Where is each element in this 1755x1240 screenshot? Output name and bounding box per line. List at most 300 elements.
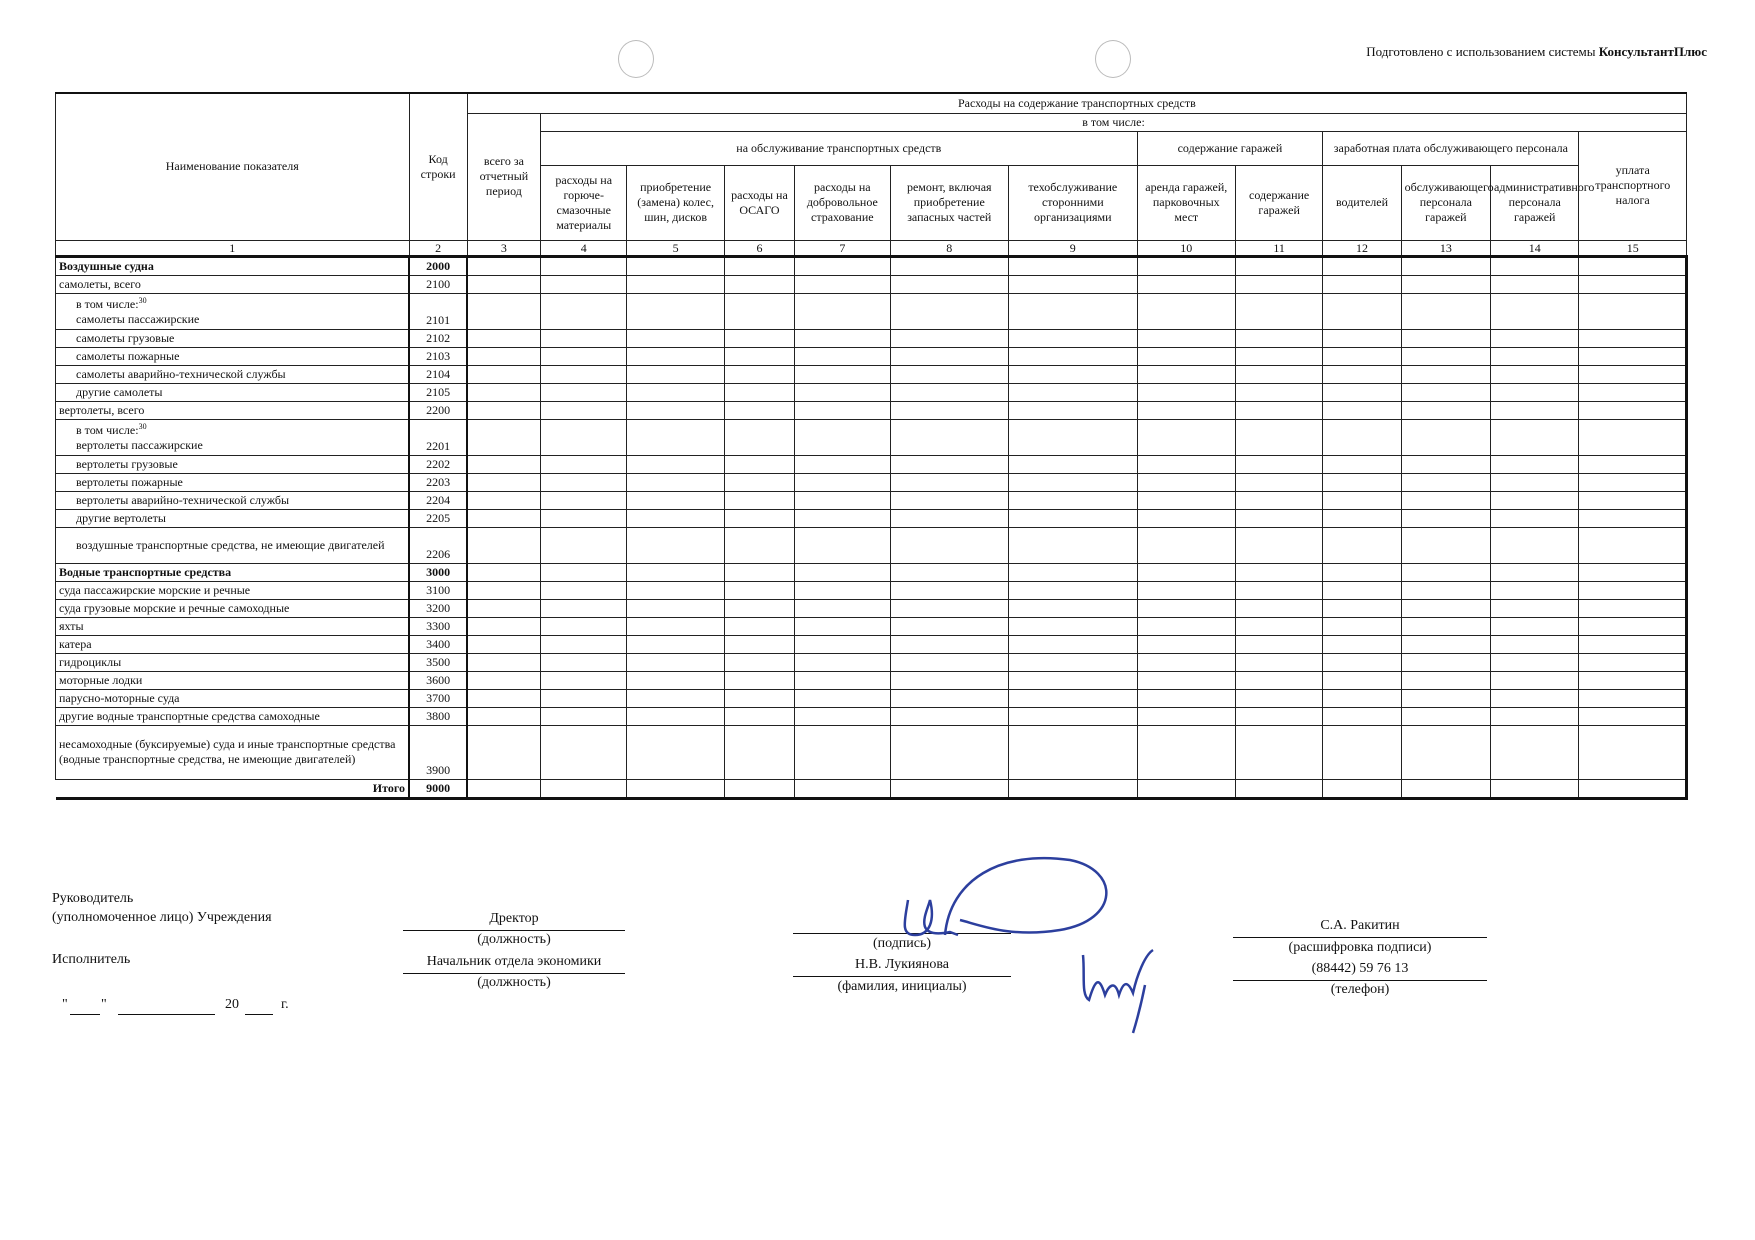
column-number: 12	[1323, 240, 1401, 256]
value-cell	[1137, 725, 1235, 779]
value-cell	[1323, 491, 1401, 509]
value-cell	[1579, 707, 1687, 725]
value-cell	[724, 653, 794, 671]
value-cell	[1579, 419, 1687, 455]
value-cell	[1401, 599, 1490, 617]
value-cell	[1323, 689, 1401, 707]
value-cell	[541, 635, 627, 653]
column-number: 10	[1137, 240, 1235, 256]
value-cell	[1235, 347, 1322, 365]
table-row	[56, 329, 1687, 347]
value-cell	[795, 635, 890, 653]
column-number: 7	[795, 240, 890, 256]
value-cell	[890, 256, 1009, 275]
value-cell	[1401, 707, 1490, 725]
value-cell	[1579, 671, 1687, 689]
header-fuel: расходы на горюче-смазочные материалы	[541, 165, 627, 240]
table-row	[56, 256, 1687, 275]
value-cell	[467, 707, 540, 725]
date-quote-close: "	[101, 997, 107, 1012]
value-cell	[1491, 509, 1579, 527]
column-number: 6	[724, 240, 794, 256]
table-row	[56, 419, 1687, 455]
value-cell	[1401, 329, 1490, 347]
row-code: 3600	[409, 671, 467, 689]
value-cell	[1323, 563, 1401, 581]
value-cell	[1009, 779, 1138, 798]
header-osago: расходы на ОСАГО	[724, 165, 794, 240]
column-number: 4	[541, 240, 627, 256]
value-cell	[1235, 491, 1322, 509]
head-label-2: (уполномоченное лицо) Учреждения	[52, 910, 272, 925]
value-cell	[890, 365, 1009, 383]
row-code: 2204	[409, 491, 467, 509]
value-cell	[1137, 275, 1235, 293]
value-cell	[1235, 293, 1322, 329]
value-cell	[724, 365, 794, 383]
punch-hole-mark	[1095, 40, 1131, 78]
value-cell	[1491, 293, 1579, 329]
value-cell	[1579, 617, 1687, 635]
value-cell	[1401, 473, 1490, 491]
value-cell	[890, 599, 1009, 617]
row-name: Воздушные судна	[56, 256, 410, 275]
value-cell	[627, 509, 724, 527]
table-row	[56, 689, 1687, 707]
row-code: 2201	[409, 419, 467, 455]
value-cell	[541, 689, 627, 707]
row-name: самолеты грузовые	[56, 329, 410, 347]
value-cell	[1235, 473, 1322, 491]
value-cell	[1323, 419, 1401, 455]
value-cell	[627, 256, 724, 275]
value-cell	[1401, 365, 1490, 383]
row-code: 2200	[409, 401, 467, 419]
value-cell	[541, 256, 627, 275]
value-cell	[467, 617, 540, 635]
value-cell	[890, 725, 1009, 779]
row-name: суда пассажирские морские и речные	[56, 581, 410, 599]
table-row	[56, 293, 1687, 329]
value-cell	[795, 599, 890, 617]
date-year-blank	[245, 1014, 273, 1015]
value-cell	[1137, 419, 1235, 455]
table-row	[56, 617, 1687, 635]
row-name-prefix: в том числе:	[76, 296, 139, 311]
table-row	[56, 275, 1687, 293]
value-cell	[1401, 689, 1490, 707]
value-cell	[1137, 329, 1235, 347]
value-cell	[1323, 671, 1401, 689]
value-cell	[1491, 617, 1579, 635]
table-row	[56, 347, 1687, 365]
value-cell	[1491, 365, 1579, 383]
row-name-main: самолеты пассажирские	[76, 311, 200, 326]
value-cell	[795, 275, 890, 293]
header-drivers: водителей	[1323, 165, 1401, 240]
table-row	[56, 581, 1687, 599]
value-cell	[1009, 455, 1138, 473]
row-code: 3300	[409, 617, 467, 635]
value-cell	[1323, 527, 1401, 563]
value-cell	[890, 707, 1009, 725]
value-cell	[795, 689, 890, 707]
row-name: вертолеты, всего	[56, 401, 410, 419]
value-cell	[1491, 455, 1579, 473]
signature-caption: (подпись)	[872, 936, 932, 951]
date-day-blank	[70, 1014, 100, 1015]
value-cell	[1323, 617, 1401, 635]
value-cell	[1323, 581, 1401, 599]
value-cell	[1323, 383, 1401, 401]
value-cell	[1491, 671, 1579, 689]
row-code: 2203	[409, 473, 467, 491]
value-cell	[1235, 707, 1322, 725]
value-cell	[1235, 256, 1322, 275]
value-cell	[541, 455, 627, 473]
table-row	[56, 455, 1687, 473]
value-cell	[541, 617, 627, 635]
value-cell	[890, 383, 1009, 401]
value-cell	[467, 527, 540, 563]
value-cell	[1235, 689, 1322, 707]
value-cell	[724, 527, 794, 563]
value-cell	[1235, 509, 1322, 527]
value-cell	[1401, 509, 1490, 527]
value-cell	[724, 256, 794, 275]
phone: (88442) 59 76 13	[1311, 961, 1409, 976]
value-cell	[1137, 635, 1235, 653]
value-cell	[1009, 365, 1138, 383]
date-month-blank	[118, 1014, 215, 1015]
value-cell	[1323, 293, 1401, 329]
value-cell	[467, 401, 540, 419]
value-cell	[627, 491, 724, 509]
value-cell	[467, 509, 540, 527]
column-number: 8	[890, 240, 1009, 256]
value-cell	[1491, 689, 1579, 707]
value-cell	[1401, 653, 1490, 671]
value-cell	[1137, 293, 1235, 329]
value-cell	[627, 455, 724, 473]
value-cell	[627, 293, 724, 329]
value-cell	[1137, 653, 1235, 671]
value-cell	[1579, 347, 1687, 365]
header-note-prefix: Подготовлено с использованием системы	[1366, 44, 1596, 59]
column-number: 13	[1401, 240, 1490, 256]
value-cell	[1579, 473, 1687, 491]
value-cell	[890, 401, 1009, 419]
value-cell	[467, 563, 540, 581]
value-cell	[541, 347, 627, 365]
value-cell	[1235, 671, 1322, 689]
value-cell	[1137, 617, 1235, 635]
value-cell	[1579, 725, 1687, 779]
column-number: 15	[1579, 240, 1687, 256]
value-cell	[1137, 689, 1235, 707]
value-cell	[724, 329, 794, 347]
value-cell	[1491, 256, 1579, 275]
column-number: 11	[1235, 240, 1322, 256]
header-group-garage: содержание гаражей	[1137, 131, 1323, 165]
value-cell	[1401, 527, 1490, 563]
value-cell	[795, 707, 890, 725]
header-admin-staff: административного персонала гаражей	[1491, 165, 1579, 240]
expenses-table	[55, 92, 1688, 800]
value-cell	[724, 473, 794, 491]
value-cell	[541, 383, 627, 401]
header-tires: приобретение (замена) колес, шин, дисков	[627, 165, 724, 240]
value-cell	[1235, 563, 1322, 581]
value-cell	[1235, 599, 1322, 617]
value-cell	[1009, 275, 1138, 293]
value-cell	[541, 293, 627, 329]
value-cell	[467, 365, 540, 383]
value-cell	[1009, 581, 1138, 599]
value-cell	[890, 689, 1009, 707]
header-note	[1366, 44, 1707, 60]
value-cell	[1401, 347, 1490, 365]
value-cell	[467, 419, 540, 455]
row-name: яхты	[56, 617, 410, 635]
value-cell	[1401, 563, 1490, 581]
value-cell	[1491, 275, 1579, 293]
value-cell	[467, 653, 540, 671]
row-name: вертолеты аварийно-технической службы	[56, 491, 410, 509]
row-code: 2104	[409, 365, 467, 383]
value-cell	[795, 617, 890, 635]
value-cell	[467, 779, 540, 798]
value-cell	[1235, 653, 1322, 671]
value-cell	[890, 473, 1009, 491]
value-cell	[1137, 599, 1235, 617]
value-cell	[1579, 329, 1687, 347]
value-cell	[795, 725, 890, 779]
underline	[403, 930, 625, 931]
value-cell	[724, 635, 794, 653]
value-cell	[1137, 401, 1235, 419]
value-cell	[541, 599, 627, 617]
value-cell	[541, 329, 627, 347]
value-cell	[1323, 779, 1401, 798]
row-code: 3700	[409, 689, 467, 707]
value-cell	[1323, 707, 1401, 725]
executor-label: Исполнитель	[52, 952, 131, 967]
value-cell	[627, 527, 724, 563]
value-cell	[1579, 689, 1687, 707]
value-cell	[467, 347, 540, 365]
value-cell	[467, 689, 540, 707]
value-cell	[1579, 275, 1687, 293]
value-cell	[627, 383, 724, 401]
value-cell	[1491, 563, 1579, 581]
value-cell	[627, 365, 724, 383]
value-cell	[1009, 617, 1138, 635]
value-cell	[1579, 653, 1687, 671]
value-cell	[795, 491, 890, 509]
value-cell	[795, 473, 890, 491]
value-cell	[1009, 725, 1138, 779]
header-group-service: на обслуживание транспортных средств	[541, 131, 1138, 165]
value-cell	[890, 491, 1009, 509]
value-cell	[467, 671, 540, 689]
value-cell	[1137, 383, 1235, 401]
table-row	[56, 365, 1687, 383]
header-group-main: Расходы на содержание транспортных средств	[467, 93, 1686, 113]
value-cell	[1401, 293, 1490, 329]
row-code: 3100	[409, 581, 467, 599]
value-cell	[1579, 401, 1687, 419]
row-code: 2100	[409, 275, 467, 293]
value-cell	[1235, 725, 1322, 779]
value-cell	[1009, 293, 1138, 329]
value-cell	[1137, 509, 1235, 527]
row-code: 3500	[409, 653, 467, 671]
value-cell	[467, 275, 540, 293]
value-cell	[795, 527, 890, 563]
value-cell	[1323, 599, 1401, 617]
row-name: другие водные транспортные средства самоходные	[56, 707, 410, 725]
value-cell	[541, 581, 627, 599]
value-cell	[890, 419, 1009, 455]
row-name: Водные транспортные средства	[56, 563, 410, 581]
value-cell	[467, 329, 540, 347]
phone-caption: (телефон)	[1330, 982, 1390, 997]
row-name	[56, 419, 410, 455]
value-cell	[724, 509, 794, 527]
value-cell	[724, 563, 794, 581]
value-cell	[1323, 275, 1401, 293]
position-caption-2: (должность)	[477, 975, 551, 990]
value-cell	[1401, 491, 1490, 509]
value-cell	[1491, 329, 1579, 347]
value-cell	[627, 329, 724, 347]
value-cell	[890, 347, 1009, 365]
row-code: 2102	[409, 329, 467, 347]
value-cell	[627, 635, 724, 653]
value-cell	[467, 455, 540, 473]
total-label: Итого	[56, 779, 410, 798]
row-name	[56, 293, 410, 329]
value-cell	[1137, 671, 1235, 689]
value-cell	[890, 329, 1009, 347]
value-cell	[1137, 563, 1235, 581]
value-cell	[467, 491, 540, 509]
row-name-main: вертолеты пассажирские	[76, 437, 203, 452]
header-tax: уплата транспортного налога	[1579, 131, 1687, 240]
value-cell	[1401, 256, 1490, 275]
value-cell	[1009, 653, 1138, 671]
value-cell	[724, 347, 794, 365]
value-cell	[467, 635, 540, 653]
value-cell	[724, 599, 794, 617]
row-code: 2202	[409, 455, 467, 473]
value-cell	[627, 419, 724, 455]
total-row	[56, 779, 1687, 798]
value-cell	[1137, 779, 1235, 798]
table-row	[56, 401, 1687, 419]
value-cell	[1401, 617, 1490, 635]
value-cell	[1009, 419, 1138, 455]
date-suffix: г.	[281, 997, 289, 1012]
value-cell	[795, 329, 890, 347]
value-cell	[890, 275, 1009, 293]
value-cell	[1491, 401, 1579, 419]
value-cell	[795, 419, 890, 455]
row-name: самолеты, всего	[56, 275, 410, 293]
value-cell	[627, 581, 724, 599]
value-cell	[724, 491, 794, 509]
value-cell	[467, 383, 540, 401]
value-cell	[541, 275, 627, 293]
value-cell	[1323, 653, 1401, 671]
value-cell	[1235, 275, 1322, 293]
header-rent: аренда гаражей, парковочных мест	[1137, 165, 1235, 240]
value-cell	[1235, 401, 1322, 419]
value-cell	[1579, 563, 1687, 581]
value-cell	[1137, 491, 1235, 509]
value-cell	[627, 347, 724, 365]
value-cell	[627, 617, 724, 635]
value-cell	[467, 256, 540, 275]
value-cell	[1491, 473, 1579, 491]
header-voluntary: расходы на добровольное страхование	[795, 165, 890, 240]
header-repair: ремонт, включая приобретение запасных частей	[890, 165, 1009, 240]
date-quote-open: "	[62, 997, 68, 1012]
header-group-salary: заработная плата обслуживающего персонала	[1323, 131, 1579, 165]
value-cell	[795, 455, 890, 473]
value-cell	[890, 617, 1009, 635]
value-cell	[1579, 527, 1687, 563]
value-cell	[1401, 671, 1490, 689]
table-row	[56, 707, 1687, 725]
value-cell	[627, 473, 724, 491]
value-cell	[541, 491, 627, 509]
row-name: другие вертолеты	[56, 509, 410, 527]
row-name: самолеты пожарные	[56, 347, 410, 365]
row-name: вертолеты грузовые	[56, 455, 410, 473]
row-code: 3400	[409, 635, 467, 653]
row-code: 3200	[409, 599, 467, 617]
value-cell	[1009, 473, 1138, 491]
value-cell	[1579, 383, 1687, 401]
value-cell	[1491, 599, 1579, 617]
value-cell	[1323, 256, 1401, 275]
value-cell	[1009, 635, 1138, 653]
fio-caption: (фамилия, инициалы)	[837, 979, 967, 994]
value-cell	[1009, 383, 1138, 401]
row-code: 2105	[409, 383, 467, 401]
underline	[1233, 937, 1487, 938]
value-cell	[627, 671, 724, 689]
executor-position: Начальник отдела экономики	[426, 954, 602, 969]
value-cell	[541, 473, 627, 491]
column-number: 14	[1491, 240, 1579, 256]
column-number: 3	[467, 240, 540, 256]
row-code: 3000	[409, 563, 467, 581]
value-cell	[627, 599, 724, 617]
position-caption: (должность)	[477, 932, 551, 947]
value-cell	[1491, 527, 1579, 563]
column-number: 9	[1009, 240, 1138, 256]
value-cell	[724, 383, 794, 401]
value-cell	[541, 365, 627, 383]
value-cell	[1323, 365, 1401, 383]
row-code: 2103	[409, 347, 467, 365]
head-name: С.А. Ракитин	[1320, 918, 1400, 933]
table-row	[56, 527, 1687, 563]
head-position: Дректор	[489, 911, 539, 926]
